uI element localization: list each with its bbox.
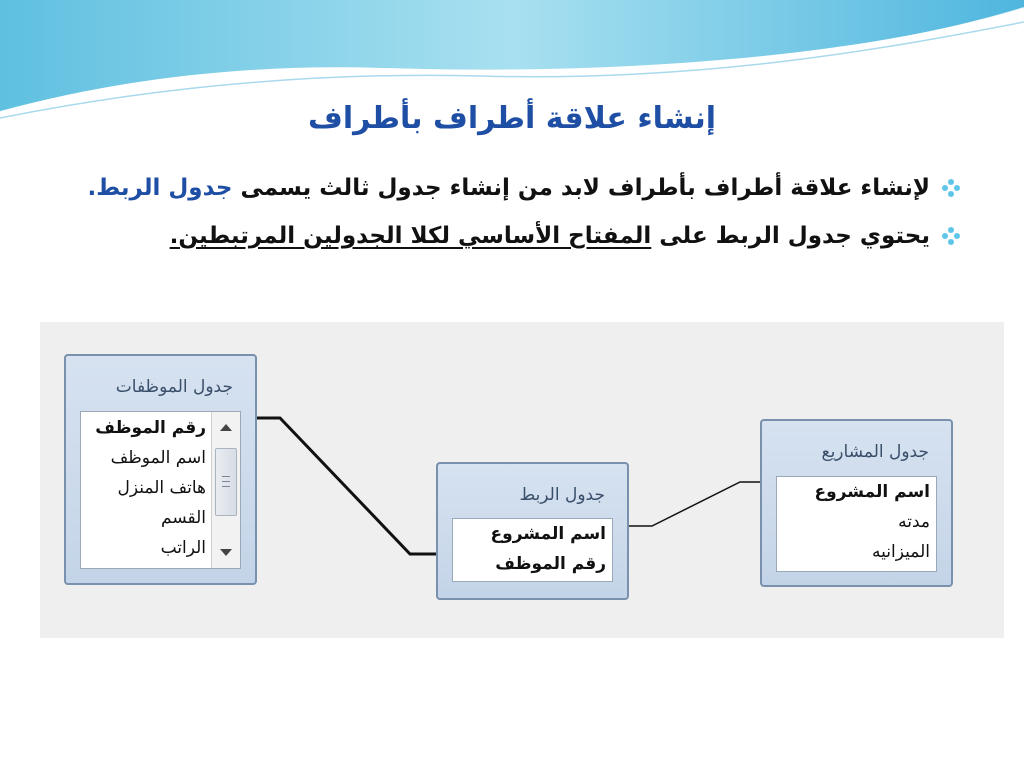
field-duration[interactable]: مدته: [898, 512, 930, 532]
field-department[interactable]: القسم: [161, 508, 206, 528]
field-project-name[interactable]: اسم المشروع: [814, 482, 930, 502]
employees-field-list[interactable]: [80, 411, 241, 569]
bullet-keyword: جدول الربط: [96, 175, 233, 201]
bullet-suffix: .: [87, 175, 97, 201]
scroll-up-icon[interactable]: [220, 424, 232, 431]
bullet-underlined: المفتاح الأساسي لكلا الجدولين المرتبطين: [178, 223, 652, 249]
scrollbar[interactable]: [211, 412, 240, 568]
field-home-phone[interactable]: هاتف المنزل: [117, 478, 206, 498]
scrollbar-thumb[interactable]: [215, 448, 237, 516]
slide-title: إنشاء علاقة أطراف بأطراف: [307, 101, 717, 136]
bullet-text: يحتوي جدول الربط على: [651, 223, 930, 249]
projects-field-list[interactable]: [776, 476, 937, 572]
diamond-bullet-icon: [940, 177, 962, 199]
employees-junction-link: [256, 418, 436, 554]
projects-table[interactable]: [760, 419, 953, 587]
junction-field-list[interactable]: [452, 518, 613, 582]
junction-table[interactable]: [436, 462, 629, 600]
bullet-item-junction-table: [87, 164, 962, 212]
bullet-item-primary-keys: [102, 212, 962, 260]
employees-table[interactable]: [64, 354, 257, 585]
junction-table-title: جدول الربط: [519, 485, 605, 505]
field-project-name[interactable]: اسم المشروع: [490, 524, 606, 544]
bullet-text: لإنشاء علاقة أطراف بأطراف لابد من إنشاء جدول ثالث يسمى: [232, 175, 930, 201]
scroll-down-icon[interactable]: [220, 549, 232, 556]
relationship-diagram: [40, 322, 1004, 638]
projects-junction-link: [628, 482, 762, 526]
diamond-bullet-icon: [940, 225, 962, 247]
bullet-suffix: .: [169, 223, 179, 249]
field-employee-name[interactable]: اسم الموظف: [110, 448, 206, 468]
field-salary[interactable]: الراتب: [160, 538, 206, 558]
employees-table-title: جدول الموظفات: [115, 377, 233, 397]
projects-table-title: جدول المشاريع: [821, 442, 929, 462]
field-employee-id[interactable]: رقم الموظف: [495, 554, 606, 574]
field-employee-id[interactable]: رقم الموظف: [95, 418, 206, 438]
bullet-list: [87, 164, 962, 260]
field-budget[interactable]: الميزانيه: [872, 542, 930, 562]
